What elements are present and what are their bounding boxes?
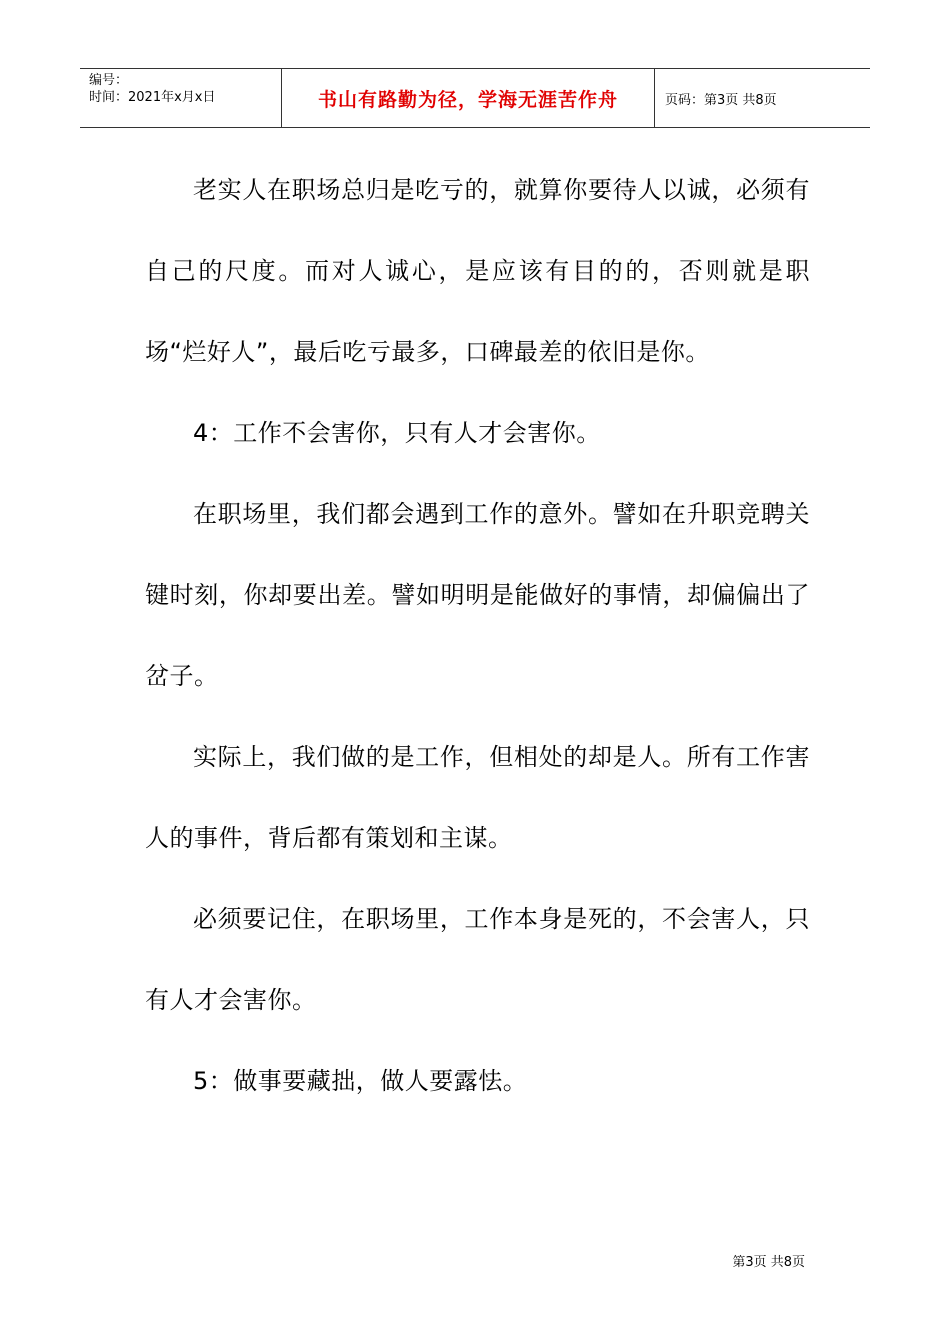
section-heading: 4：工作不会害你，只有人才会害你。 xyxy=(193,419,601,447)
section-heading: 5：做事要藏拙，做人要露怯。 xyxy=(193,1067,528,1095)
page-footer xyxy=(732,1251,805,1270)
document-number-label: 编号： xyxy=(89,73,129,88)
header-meta xyxy=(80,69,282,127)
page-header xyxy=(80,68,870,128)
header-page-cell xyxy=(655,69,870,127)
paragraph: 在职场里，我们都会遇到工作的意外。譬如在升职竞聘关键时刻，你却要出差。譬如明明是能做好的事情，却偏偏出了岔子。 xyxy=(145,500,810,690)
paragraph: 老实人在职场总归是吃亏的，就算你要待人以诚，必须有自己的尺度。而对人诚心，是应该有目的的，否则就是职场“烂好人”，最后吃亏最多，口碑最差的依旧是你。 xyxy=(145,176,810,366)
header-motto-cell xyxy=(282,69,655,127)
header-motto: 书山有路勤为径，学海无涯苦作舟 xyxy=(317,88,618,111)
paragraph: 实际上，我们做的是工作，但相处的却是人。所有工作害人的事件，背后都有策划和主谋。 xyxy=(145,743,810,852)
footer-page-number: 第3页 共8页 xyxy=(732,1255,805,1270)
header-page-number: 页码：第3页 共8页 xyxy=(665,92,777,108)
document-time-label: 时间：2021年x月x日 xyxy=(89,90,216,105)
paragraph: 必须要记住，在职场里，工作本身是死的，不会害人，只有人才会害你。 xyxy=(145,905,810,1014)
document-body xyxy=(145,150,810,1122)
